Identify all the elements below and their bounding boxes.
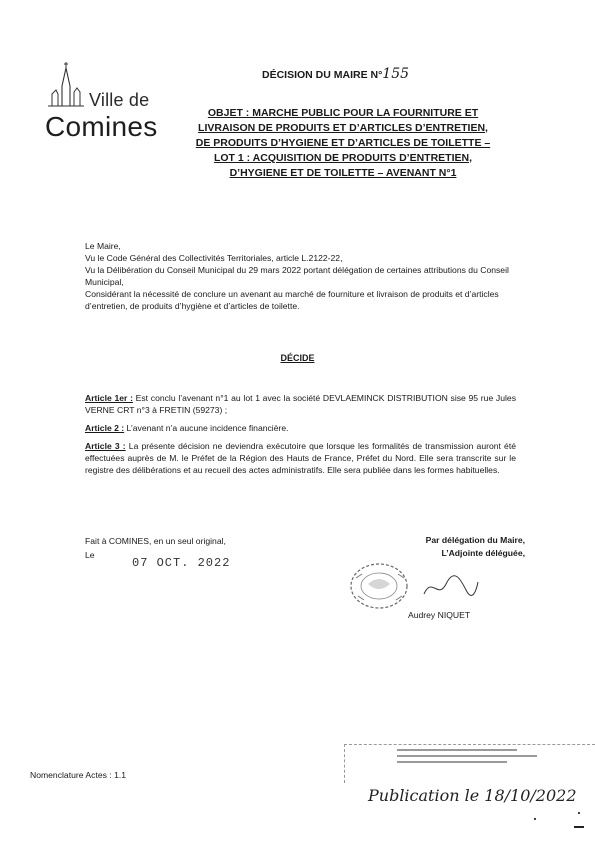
- decision-label: DÉCISION DU MAIRE N°: [262, 69, 383, 81]
- objet-line: LOT 1 : ACQUISITION DE PRODUITS D’ENTRETIEN,: [213, 152, 473, 164]
- article-label: Article 1er :: [85, 393, 133, 403]
- article-label: Article 3 :: [85, 441, 126, 451]
- article-text: Est conclu l’avenant n°1 au lot 1 avec la société DEVLAEMINCK DISTRIBUTION sise 95 rue Jules VERNE CRT n°3 à FRETIN (59273) ;: [85, 393, 516, 415]
- fait-a: Fait à COMINES, en un seul original,: [85, 536, 226, 546]
- nomenclature: Nomenclature Actes : 1.1: [30, 770, 127, 780]
- logo-ville-de: Ville de: [89, 90, 150, 110]
- preamble-item: Considérant la nécessité de conclure un avenant au marché de fourniture et livraison de produits et d’articles d’entretien, de produits d’hygiène et d’articles de toilette.: [85, 289, 499, 311]
- logo-comines: Comines: [45, 111, 158, 142]
- objet-line: OBJET : MARCHE PUBLIC POUR LA FOURNITURE ET: [207, 107, 479, 119]
- objet-line: DE PRODUITS D’HYGIENE ET D’ARTICLES DE TOILETTE –: [195, 137, 491, 149]
- date-stamp: 07 OCT. 2022: [132, 556, 231, 570]
- objet-line: D’HYGIENE ET DE TOILETTE – AVENANT N°1: [229, 167, 457, 179]
- preamble-item: Vu la Délibération du Conseil Municipal du 29 mars 2022 portant délégation de certaines attributions du Conseil Municipal,: [85, 265, 509, 287]
- publication-note: Publication le 18/10/2022: [368, 786, 577, 805]
- date-label: Le: [85, 550, 95, 560]
- delegation-role: L’Adjointe déléguée,: [441, 548, 525, 558]
- signer-name: Audrey NIQUET: [408, 610, 471, 620]
- decision-number: 155: [382, 66, 410, 82]
- objet-line: LIVRAISON DE PRODUITS ET D’ARTICLES D’ENTRETIEN,: [198, 122, 488, 134]
- preamble-item: Vu le Code Général des Collectivités Territoriales, article L.2122-22,: [85, 253, 343, 263]
- decide-heading: DÉCIDE: [280, 353, 315, 363]
- delegation-line: Par délégation du Maire,: [425, 535, 525, 545]
- article-text: La présente décision ne deviendra exécutoire que lorsque les formalités de transmission auront été effectuées auprès de M. le Préfet de la Région des Hauts de France, Préfet du Nord. Elle sera transcrite sur le registre des délibérations et au recueil des actes administratifs. Elle sera publiée dans les formes habituelles.: [85, 441, 516, 475]
- article-label: Article 2 :: [85, 423, 125, 433]
- article-text: L’avenant n’a aucune incidence financière.: [124, 423, 289, 433]
- preamble-item: Le Maire,: [85, 241, 121, 251]
